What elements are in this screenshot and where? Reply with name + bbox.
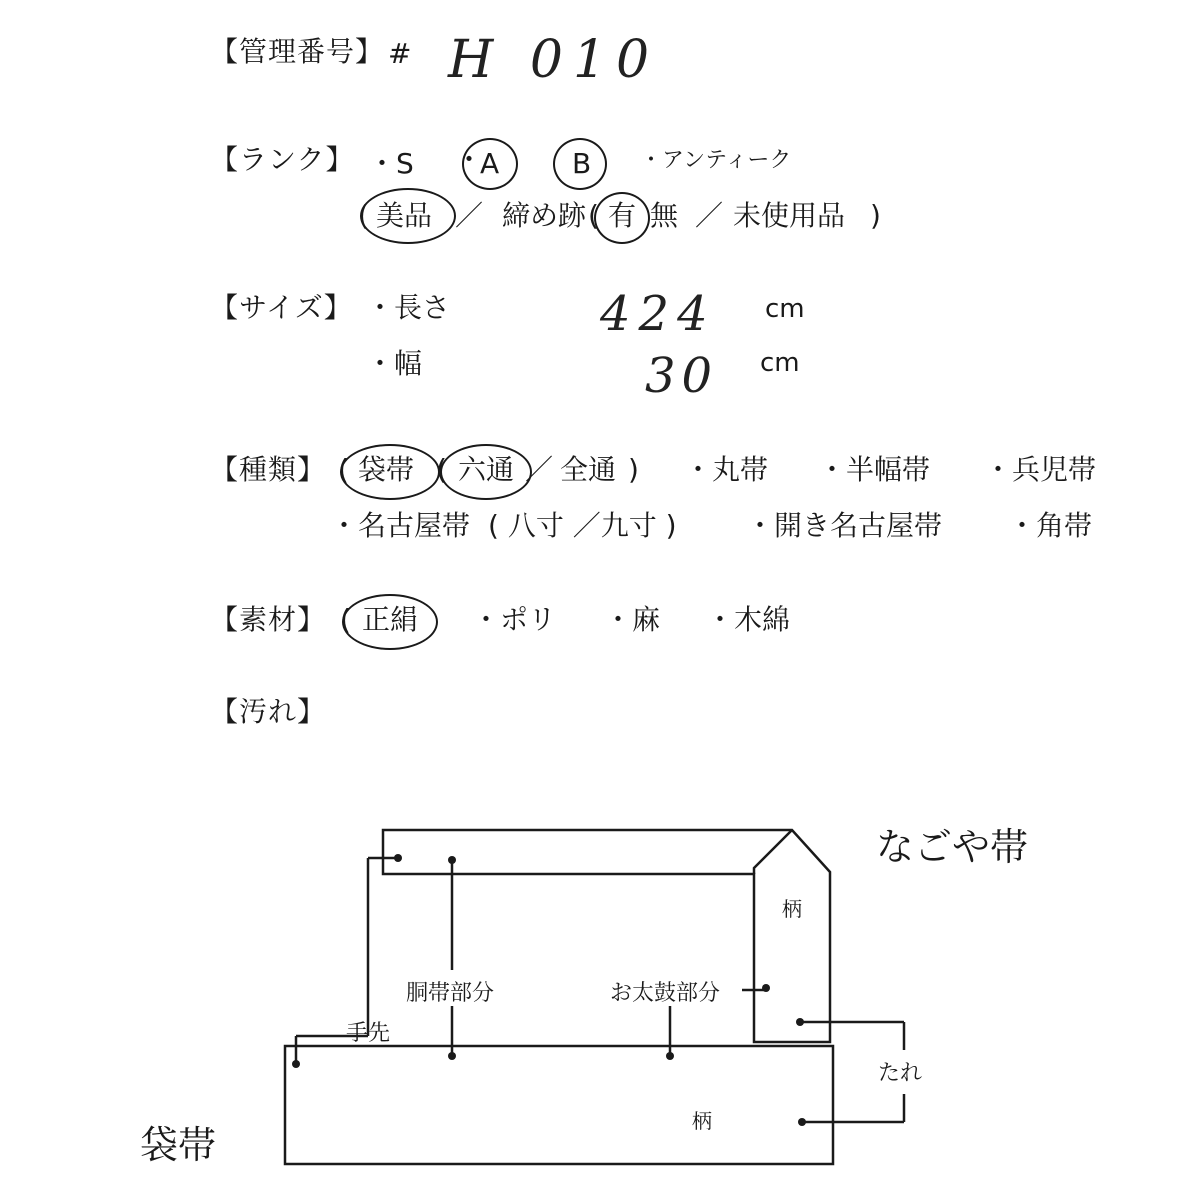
rank-no: 無	[650, 199, 679, 232]
pattern-label-top: 柄	[782, 897, 802, 921]
rank-unused: 未使用品	[733, 199, 846, 232]
rank-option-antique: ・アンティーク	[640, 148, 792, 173]
otaiko-dot-bottom	[666, 1052, 674, 1060]
rank-option-a: A	[480, 147, 500, 180]
material-asa: ・麻	[604, 603, 661, 636]
type-paren-open: (	[338, 453, 349, 486]
management-number-label: 【管理番号】	[210, 35, 385, 68]
material-label: 【素材】	[210, 603, 327, 636]
length-value: 424	[600, 286, 716, 342]
material-silk: 正絹	[362, 603, 419, 636]
length-unit: cm	[765, 294, 805, 324]
type-rokutsu: 六通	[458, 453, 515, 486]
tesaki-dot-top	[394, 854, 402, 862]
material-poly: ・ポリ	[472, 603, 557, 636]
type-nagoya-sizes: ( 八寸 ／九寸 )	[488, 509, 677, 542]
rank-option-s: ・S	[368, 147, 414, 180]
fukuro-obi-label: 袋帯	[140, 1123, 217, 1167]
type-hanhaba: ・半幅帯	[818, 453, 931, 486]
dobu-dot-top	[448, 856, 456, 864]
material-paren-open: (	[340, 603, 351, 636]
fukuro-obi-outline	[285, 1046, 833, 1164]
type-slash: ／	[525, 453, 554, 486]
nagoya-obi-fold-line	[754, 830, 792, 874]
rank-slash-1: ／	[455, 199, 484, 232]
management-number-value: H 010	[448, 30, 660, 90]
dobu-label: 胴帯部分	[406, 981, 495, 1006]
size-label: 【サイズ】	[210, 291, 353, 324]
otaiko-dot-top	[762, 984, 770, 992]
rank-paren-close: )	[870, 199, 881, 232]
width-label: ・幅	[366, 347, 423, 380]
tare-dot-bottom	[798, 1118, 806, 1126]
type-hiraki-nagoya: ・開き名古屋帯	[746, 509, 943, 542]
otaiko-label: お太鼓部分	[610, 981, 721, 1006]
rank-tighten-marks: 締め跡	[502, 199, 587, 232]
rank-paren-open: (	[358, 199, 369, 232]
pattern-label-bottom: 柄	[692, 1109, 712, 1133]
length-label: ・長さ	[366, 291, 451, 324]
rank-paren-small: (	[588, 199, 599, 232]
hash-symbol: #	[388, 37, 413, 70]
type-label: 【種類】	[210, 453, 327, 486]
rank-option-b: B	[572, 147, 592, 180]
tesaki-label: 手先	[346, 1021, 391, 1046]
type-zentsu: 全通	[560, 453, 617, 486]
rank-beauty: 美品	[376, 199, 433, 232]
tare-label: たれ	[878, 1061, 923, 1086]
rank-label: 【ランク】	[210, 143, 355, 176]
type-maru: ・丸帯	[684, 453, 769, 486]
type-fukuro: 袋帯	[358, 453, 415, 486]
rank-slash-2: ／	[695, 199, 724, 232]
width-value: 30	[645, 348, 719, 404]
type-heko: ・兵児帯	[984, 453, 1097, 486]
type-paren-close: )	[628, 453, 639, 486]
type-nagoya: ・名古屋帯	[330, 509, 471, 542]
tare-dot-top	[796, 1018, 804, 1026]
material-cotton: ・木綿	[706, 603, 791, 636]
tesaki-dot-bottom	[292, 1060, 300, 1068]
width-unit: cm	[760, 348, 800, 378]
type-kaku: ・角帯	[1008, 509, 1093, 542]
stain-label: 【汚れ】	[210, 695, 327, 728]
nagoya-obi-label: なごや帯	[876, 825, 1029, 869]
dobu-dot-bottom	[448, 1052, 456, 1060]
rank-yes: 有	[608, 199, 637, 232]
type-paren-mid: (	[436, 453, 447, 486]
rank-option-a-dot: ・	[455, 143, 484, 176]
